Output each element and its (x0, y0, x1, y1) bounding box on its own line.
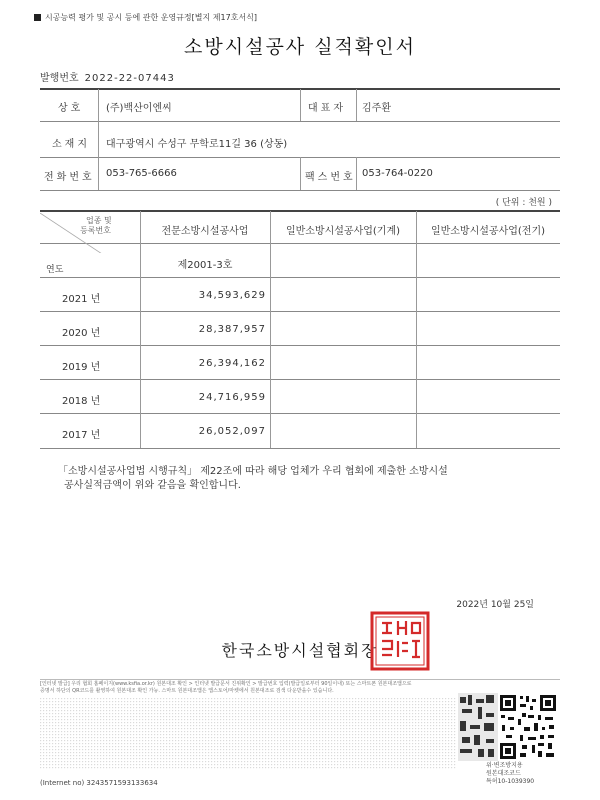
association-name: 한국소방시설협회장 (221, 641, 379, 660)
corner-bottom-label: 연도 (46, 265, 64, 275)
table-bottom-border (40, 448, 560, 449)
info-col-divider (356, 157, 357, 190)
table-row-divider (40, 379, 560, 380)
representative-label: 대표자 (308, 103, 346, 114)
anti-forgery-pattern (40, 698, 456, 770)
qr-code-icon (498, 693, 558, 761)
year-cell: 2019 년 (62, 362, 101, 373)
qr-caption-line2: 원본대조코드 (486, 770, 521, 777)
year-cell: 2018 년 (62, 396, 101, 407)
footer-divider (40, 679, 560, 680)
header-general-electrical: 일반소방시설공사업(전기) (430, 226, 546, 237)
table-row-divider (40, 345, 560, 346)
representative-value: 김주환 (362, 103, 391, 114)
qr-caption-line3: 특허10-1039390 (486, 778, 535, 785)
info-col-divider (300, 89, 301, 121)
phone-value: 053-765-6666 (106, 168, 177, 179)
table-row-divider (40, 277, 560, 278)
square-bullet-icon (34, 14, 41, 21)
barcode-icon (458, 693, 498, 761)
table-top-border (40, 210, 560, 212)
form-label-text: 시공능력 평가 및 공시 등에 관한 운영규정[별지 제17호서식] (45, 13, 257, 22)
amount-cell: 24,716,959 (198, 392, 266, 403)
qr-caption-line1: 위·변조방지용 (486, 762, 523, 769)
table-row-divider (40, 311, 560, 312)
registration-number: 제2001-3호 (177, 260, 233, 271)
amount-cell: 34,593,629 (198, 290, 266, 301)
issue-date: 2022년 10월 25일 (456, 600, 534, 610)
amount-cell: 26,394,162 (198, 358, 266, 369)
internet-number: (Internet no) 3243571593133634 (40, 779, 158, 787)
table-col-divider (270, 211, 271, 448)
corner-mid-label: 등록번호 (80, 226, 111, 235)
amount-cell: 26,052,097 (198, 426, 266, 437)
header-general-mechanical: 일반소방시설공사업(기계) (285, 226, 401, 237)
company-value: (주)백산이엔씨 (106, 103, 172, 114)
year-cell: 2017 년 (62, 430, 101, 441)
table-row-divider (40, 413, 560, 414)
company-label: 상호 (58, 103, 84, 114)
table-col-divider (416, 211, 417, 448)
confirmation-note-line1: 「소방시설공사업법 시행규칙」 제22조에 따라 해당 업체가 우리 협회에 제출한 소방시설 (58, 466, 448, 477)
issue-number (40, 69, 175, 84)
fine-print-line1: [인터넷 발급] 우리 협회 홈페이지(www.ksfia.or.kr) 원본대조 확인 > 인터넷 발급문서 진위확인 > 발급번호 입력(발급일로부터 90일이내) 또는 스마트폰 원본대조앱으로 (40, 681, 412, 687)
address-value: 대구광역시 수성구 무학로11길 36 (상동) (106, 139, 288, 150)
phone-label: 전화번호 (44, 172, 95, 183)
confirmation-note-line2: 공사실적금액이 위와 같음을 확인합니다. (64, 480, 241, 491)
info-divider (40, 190, 560, 191)
info-col-divider (300, 157, 301, 190)
info-col-divider (98, 89, 99, 190)
official-seal-icon (370, 611, 430, 671)
unit-label: ( 단위 : 천원 ) (495, 198, 552, 208)
year-cell: 2020 년 (62, 328, 101, 339)
corner-top-label: 업종 및 (86, 216, 112, 225)
issue-number-value: 2022-22-07443 (84, 73, 175, 84)
address-label: 소재지 (52, 139, 90, 150)
page-title: 소방시설공사 실적확인서 (184, 36, 416, 58)
header-specialized: 전문소방시설공사업 (161, 226, 249, 237)
issue-number-label: 발행번호 (40, 73, 79, 84)
fax-value: 053-764-0220 (362, 168, 433, 179)
form-label (34, 12, 257, 23)
info-divider (40, 121, 560, 122)
info-col-divider (356, 89, 357, 121)
amount-cell: 28,387,957 (198, 324, 266, 335)
fine-print-line2: 증명서 하단의 QR코드를 촬영하여 원본대조 확인 가능. 스마트 원본대조앱은 앱스토어/마켓에서 원본대조로 검색 다운받을수 있습니다. (40, 688, 334, 694)
year-cell: 2021 년 (62, 294, 101, 305)
fax-label: 팩스번호 (305, 172, 356, 183)
